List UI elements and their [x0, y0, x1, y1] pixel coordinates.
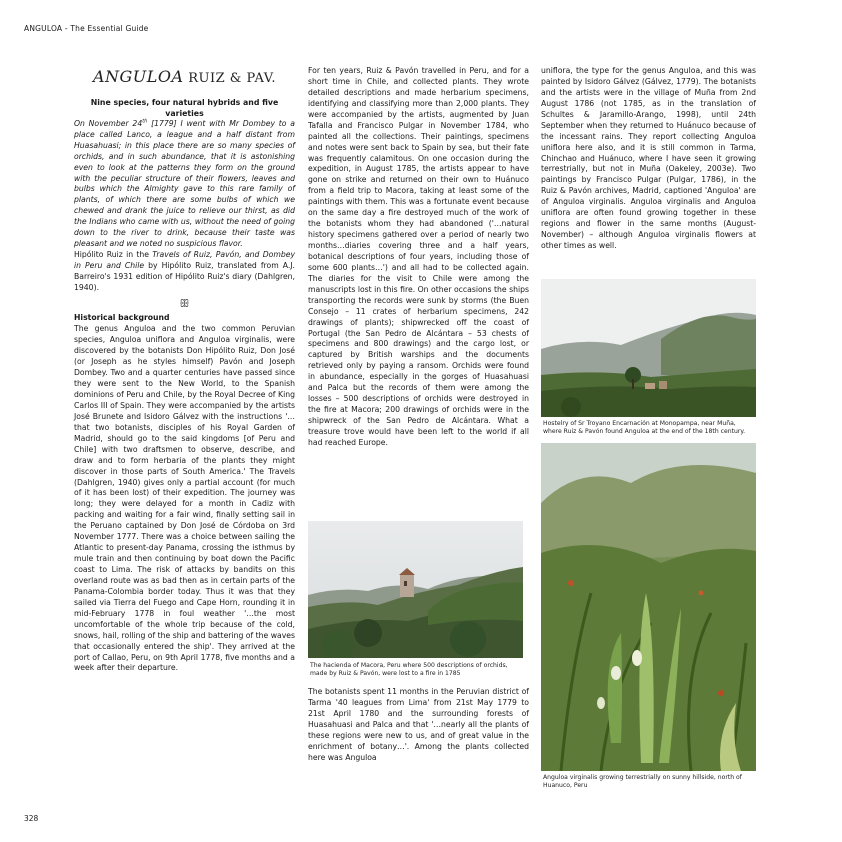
hostelry-monopampa-photo [541, 279, 756, 417]
title-genus: ANGULOA [92, 67, 184, 86]
column-3 [541, 66, 756, 252]
section-heading: Historical background [74, 313, 170, 323]
hostelry-photo-caption: Hostelry of Sr Troyano Encarnación at Monopampa, near Muña, where Ruiz & Pavón found Anguloa at the end of the 18th century. [543, 420, 746, 436]
hacienda-photo-caption: The hacienda of Macora, Peru where 500 descriptions of orchids, made by Ruiz & Pavón, were lost to a fire in 1785 [310, 662, 508, 678]
opening-quote: On November 24th [1779] I went with Mr Dombey to a place called Lanco, a league and a half distant from Huasahuasi; in this place there are so many species of orchids, and in such abundance, that it is astonishing even to look at the patterns they form on the ground with the peculiar structure of their flowers, leaves and bulbs which the Almighty gave to this rare family of plants, of which there are some bulbs of which we chewed and drank the juice to relieve our thirst, as did the Indians who came with us, without the need of going down to the river to drink, because their taste was pleasant and we noted no suspicious flavor. [74, 118, 295, 249]
anguloa-photo-caption: Anguloa virginalis growing terrestrially on sunny hillside, north of Huanuco, Peru [543, 774, 742, 790]
quote-attribution: Hipólito Ruiz in the Travels of Ruiz, Pavón, and Dombey in Peru and Chile by Hipólito Ruiz, translated from A.J. Barreiro's 1931 edition of Hipólito Ruiz's diary (Dahlgren, 1940). [74, 250, 295, 292]
column-2-body: For ten years, Ruiz & Pavón travelled in Peru, and for a short time in Chile, and collected plants. They wrote detailed descriptions and made herbarium specimens, identifying and classifying more than 2,000 plants. They were accompanied by the artists, augmented by Juan Tafalla and Francisco Pulgar in November 1784, who painted all the collections. Their paintings, specimens and notes were sent back to Spain by sea, but their fate was frequently calamitous. On one occasion during the expedition, in August 1785, the artists appear to have gone on strike and returned on their own to Huánuco from a field trip to Macora, taking at least some of the paintings with them. This was a fortunate event because on the same day a fire destroyed much of the work of the botanists whom they had abandoned ('…natural history specimens gathered over a period of nearly two months…diaries covering three and a half years, botanical descriptions of four years, including those of some 600 plants…') and all had to be collected again. The diaries for the visit to Chile were among the manuscripts lost in this fire. On other occasions the ships transporting the records were sunk by storms (the Buen Consejo – 11 crates of herbarium specimens, 242 drawings of plants); shipwrecked off the coast of Portugal (the San Pedro de Alcántara – 53 chests of specimens and 800 drawings) and the cargo lost, or captured by British warships and the documents retrieved only by paying a ransom. Orchids were found in abundance, especially in the gorges of Huasahuasi and Palca but the records of them were among the losses – 500 descriptions of orchids were destroyed in the fire at Macora; 200 drawings of orchids were in the shipwreck of the San Pedro de Alcántara. What a treasure trove would have been left to the world if all had reached Europe. [308, 66, 529, 447]
column-1 [74, 66, 295, 674]
column-2-continued: The botanists spent 11 months in the Peruvian district of Tarma '40 leagues from Lima' from 21st May 1779 to 21st April 1780 and the surrounding forests of Huasahuasi and Palca and that '…nearly all the plants of these regions were new to us, and of great value in the enrichment of botany…'. Among the plants collected here was Anguloa [308, 687, 529, 762]
article-title [74, 66, 295, 89]
hacienda-macora-photo [308, 521, 523, 658]
page-number: 328 [24, 814, 39, 823]
anguloa-virginalis-photo [541, 443, 756, 771]
ornament-divider: ꕥ [179, 296, 190, 310]
column-1-body: The genus Anguloa and the two common Peruvian species, Anguloa uniflora and Anguloa virginalis, were discovered by the botanists Don Hipólito Ruiz, Don José (or Joseph as he styles himself) Pavón and Joseph Dombey. Two and a quarter centuries have passed since they were sent to the New World, to the Spanish dominions of Peru and Chile, by the Royal Decree of King Carlos III of Spain. They were accompanied by the artists José Brunete and Isidoro Gálvez with the instructions '…that two botanists, disciples of his Royal Garden of Madrid, should go to the said kingdoms [of Peru and Chile] with two draftsmen to observe, describe, and draw and to form herbaria of the plants they might discover in those parts of South America.' The Travels (Dahlgren, 1940) gives only a partial account (for much of it has been lost) of their expedition. The journey was long; they were delayed for a month in Cadiz with packing and waiting for a fair wind, finally setting sail in the Peruano captained by Don José de Córdoba on 3rd November 1777. There was a choice between sailing the Atlantic to present-day Panama, crossing the isthmus by mule train and then continuing by boat down the Pacific coast to Lima. The risk of attacks by bandits on this overland route was as bad then as in certain parts of the Panama-Colombia border today. Thus it was that they sailed via Tierra del Fuego and Cape Horn, rounding it in mid-February 1778 in foul weather '…the most uncomfortable of the whole trip because of the cold, snows, hail, rolling of the ship and battering of the waves that occasionally entered the ship'. They arrived at the port of Callao, Peru, on 9th April 1778, five months and a week after their departure. [74, 324, 295, 673]
column-3-body: uniflora, the type for the genus Anguloa, and this was painted by Isidoro Gálvez (Gálvez, 1779). The botanists and the artists were in the village of Muña from 2nd August 1786 (not 1785, as in the translation of Schultes & Jaramillo-Arango, 1998), until 24th September when they returned to Huánuco because of the incessant rains. They report collecting Anguloa uniflora here also, and it is still common in Tarma, Chinchao and Huánuco, where I have seen it growing terrestrially, but not in Muña (Oakeley, 2003e). Two paintings by Francisco Pulgar (Pulgar, 1786), in the Ruiz & Pavón archives, Madrid, captioned 'Anguloa' are of Anguloa virginalis. Anguloa virginalis and Anguloa uniflora are often found growing together in these regions and flower in the same months (August-November) – although Anguloa virginalis flowers at other times as well. [541, 66, 756, 250]
column-2 [308, 66, 529, 449]
running-head: ANGULOA - The Essential Guide [24, 24, 149, 33]
title-authority: RUIZ & PAV. [183, 71, 277, 86]
article-subtitle: Nine species, four natural hybrids and five varieties [90, 97, 279, 118]
